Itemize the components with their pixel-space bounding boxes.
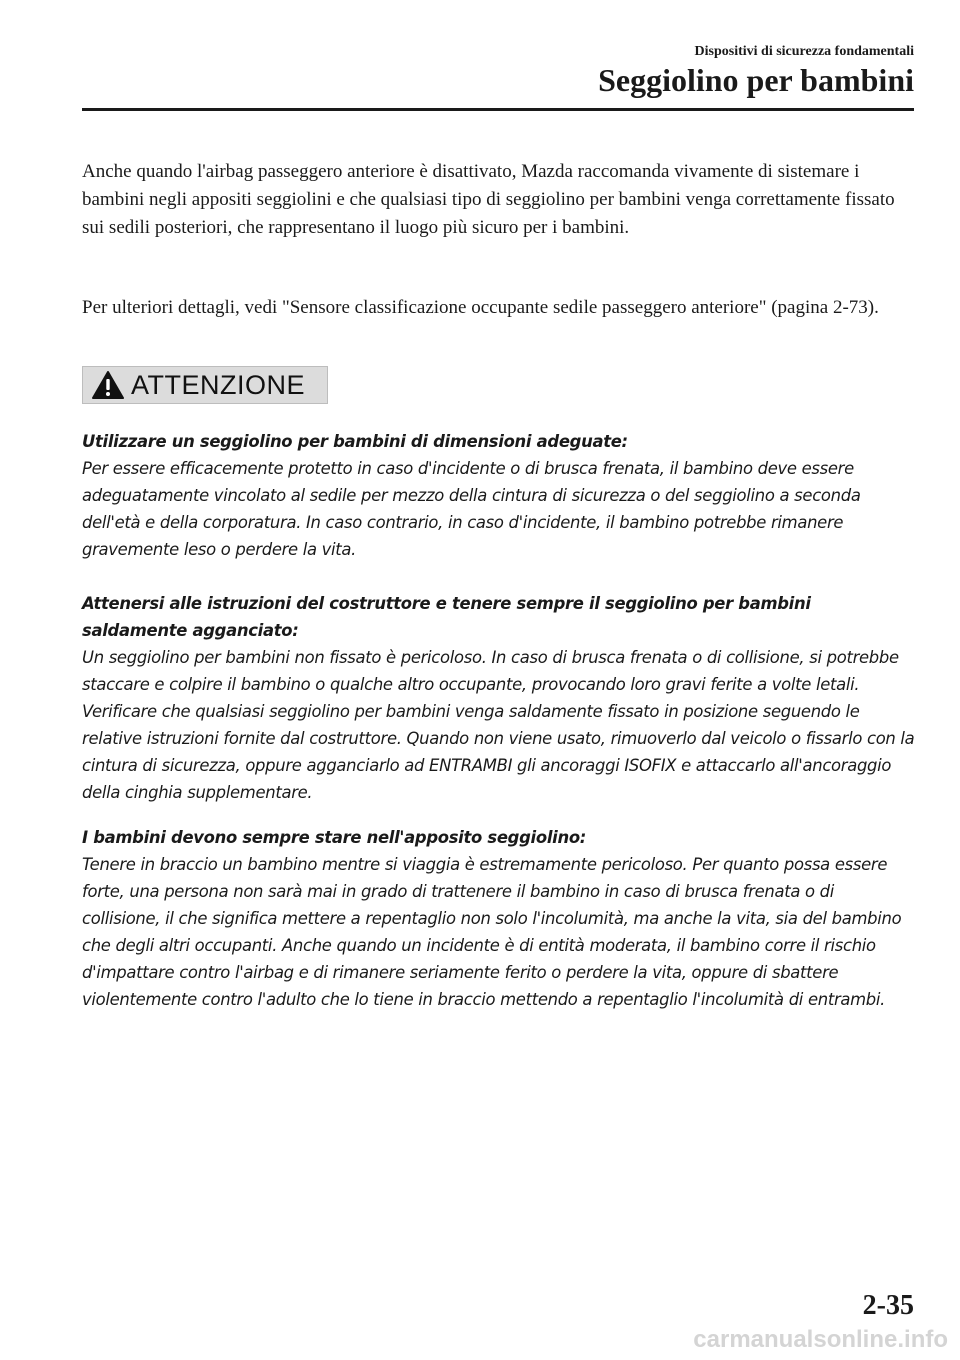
caution-item bbox=[82, 824, 916, 1013]
caution-text: Un seggiolino per bambini non fissato è pericoloso. In caso di brusca frenata o di collisione, si potrebbe staccare e colpire il bambino o qualche altro occupante, provocando loro gravi ferite a volte letali. Verificare che qualsiasi seggiolino per bambini venga saldamente fissato in posizione seguendo le relative istruzioni fornite dal costruttore. Quando non viene usato, rimuoverlo dal veicolo o fissarlo con la cintura di sicurezza, oppure agganciarlo ad ENTRAMBI gli ancoraggi ISOFIX e attaccarlo all'ancoraggio della cinghia supplementare. bbox=[82, 648, 915, 802]
caution-item bbox=[82, 590, 916, 806]
caution-heading: Attenersi alle istruzioni del costruttore e tenere sempre il seggiolino per bambini saldamente agganciato: bbox=[82, 594, 811, 640]
warning-banner bbox=[82, 366, 328, 404]
page-title: Seggiolino per bambini bbox=[598, 62, 914, 98]
reference-paragraph: Per ulteriori dettagli, vedi "Sensore classificazione occupante sedile passeggero anteriore" (pagina 2-73). bbox=[82, 297, 879, 318]
header-divider bbox=[82, 108, 914, 111]
intro-paragraph: Anche quando l'airbag passeggero anteriore è disattivato, Mazda raccomanda vivamente di sistemare i bambini negli appositi seggiolini e che qualsiasi tipo di seggiolino per bambini venga correttamente fissato sui sedili posteriori, che rappresentano il luogo più sicuro per i bambini. bbox=[82, 161, 895, 238]
warning-triangle-icon bbox=[91, 370, 125, 400]
caution-text: Per essere efficacemente protetto in caso d'incidente o di brusca frenata, il bambino deve essere adeguatamente vincolato al sedile per mezzo della cintura di sicurezza o del seggiolino a seconda dell'età e della corporatura. In caso contrario, in caso d'incidente, il bambino potrebbe rimanere gravemente leso o perdere la vita. bbox=[82, 459, 861, 559]
caution-item bbox=[82, 428, 916, 563]
caution-heading: Utilizzare un seggiolino per bambini di dimensioni adeguate: bbox=[82, 432, 628, 451]
watermark: carmanualsonline.info bbox=[693, 1326, 948, 1353]
section-title: Dispositivi di sicurezza fondamentali bbox=[694, 44, 914, 59]
caution-text: Tenere in braccio un bambino mentre si viaggia è estremamente pericoloso. Per quanto possa essere forte, una persona non sarà mai in grado di trattenere il bambino in caso di brusca frenata o di collisione, il che significa mettere a repentaglio non solo l'incolumità, ma anche la vita, sia del bambino che degli altri occupanti. Anche quando un incidente è di entità moderata, il bambino corre il rischio d'impattare contro l'airbag e di rimanere seriamente ferito o perdere la vita, oppure di sbattere violentemente contro l'adulto che lo tiene in braccio mettendo a repentaglio l'incolumità di entrambi. bbox=[82, 855, 902, 1009]
warning-label: ATTENZIONE bbox=[131, 369, 306, 400]
page-number: 2-35 bbox=[862, 1290, 914, 1321]
caution-heading: I bambini devono sempre stare nell'apposito seggiolino: bbox=[82, 828, 587, 847]
